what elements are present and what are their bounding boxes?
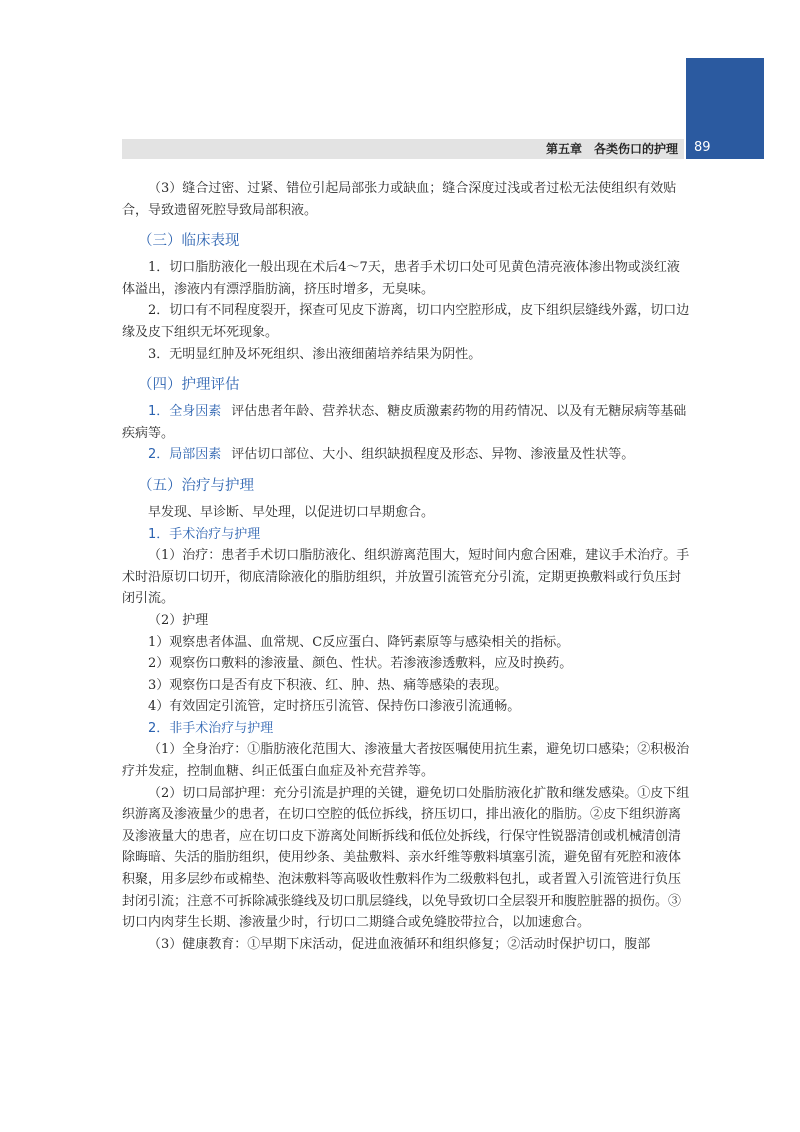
list-item: 4）有效固定引流管，定时挤压引流管、保持伤口渗液引流通畅。 <box>148 699 521 715</box>
paragraph <box>122 401 692 444</box>
keyword-label: 1．全身因素 <box>148 404 222 420</box>
paragraph <box>122 444 692 466</box>
section-heading: （四）护理评估 <box>138 377 240 394</box>
list-item: 2）观察伤口敷料的渗液量、颜色、性状。若渗液渗透敷料，应及时换药。 <box>148 656 573 672</box>
chapter-tab <box>686 58 764 159</box>
paragraph: （1）治疗：患者手术切口脂肪液化、组织游离范围大，短时间内愈合困难，建议手术治疗。手术时沿原切口切开，彻底清除液化的脂肪组织，并放置引流管充分引流，定期更换敷料或行负压封闭引流。 <box>122 548 690 607</box>
running-header <box>122 139 684 159</box>
paragraph: （2）护理 <box>148 612 209 628</box>
paragraph-text: 评估切口部位、大小、组织缺损程度及形态、异物、渗液量及性状等。 <box>231 447 635 463</box>
paragraph: 1．切口脂肪液化一般出现在术后4～7天，患者手术切口处可见黄色清亮液体渗出物或淡红液体溢出，渗液内有漂浮脂肪滴，挤压时增多，无臭味。 <box>122 260 680 297</box>
subsection-heading: 2．非手术治疗与护理 <box>148 720 274 736</box>
paragraph: （3）健康教育：①早期下床活动，促进血液循环和组织修复；②活动时保护切口，腹部 <box>148 936 651 952</box>
page-body <box>122 178 692 955</box>
subsection-heading: 1．手术治疗与护理 <box>148 526 261 542</box>
paragraph: （2）切口局部护理：充分引流是护理的关键，避免切口处脂肪液化扩散和继发感染。①皮下组织游离及渗液量少的患者，在切口空腔的低位拆线，挤压切口，排出液化的脂肪。②皮下组织游离及渗液量大的患者，应在切口皮下游离处间断拆线和低位处拆线，行保守性锐器清创或机械清创清除晦暗、失活的脂肪组织，使用纱条、美盐敷料、亲水纤维等敷料填塞引流，避免留有死腔和液体积聚，用多层纱布或棉垫、泡沫敷料等高吸收性敷料作为二级敷料包扎，或者置入引流管进行负压封闭引流；注意不可拆除减张缝线及切口肌层缝线，以免导致切口全层裂开和腹腔脏器的损伤。③切口内肉芽生长期、渗液量少时，行切口二期缝合或免缝胶带拉合，以加速愈合。 <box>122 785 690 931</box>
paragraph: （3）缝合过密、过紧、错位引起局部张力或缺血；缝合深度过浅或者过松无法使组织有效贴合，导致遗留死腔导致局部积液。 <box>122 181 677 218</box>
paragraph-text: 评估患者年龄、营养状态、糖皮质激素药物的用药情况、以及有无糖尿病等基础疾病等。 <box>122 404 687 441</box>
chapter-title: 第五章 各类伤口的护理 <box>545 142 678 156</box>
paragraph: 3．无明显红肿及坏死组织、渗出液细菌培养结果为阴性。 <box>148 346 482 362</box>
list-item: 1）观察患者体温、血常规、C反应蛋白、降钙素原等与感染相关的指标。 <box>148 634 570 650</box>
paragraph: 早发现、早诊断、早处理，以促进切口早期愈合。 <box>148 504 435 520</box>
paragraph: 2．切口有不同程度裂开，探查可见皮下游离，切口内空腔形成，皮下组织层缝线外露，切口边缘及皮下组织无坏死现象。 <box>122 303 690 340</box>
section-heading: （五）治疗与护理 <box>138 477 254 494</box>
list-item: 3）观察伤口是否有皮下积液、红、肿、热、痛等感染的表现。 <box>148 677 508 693</box>
paragraph: （1）全身治疗：①脂肪液化范围大、渗液量大者按医嘱使用抗生素，避免切口感染；②积极治疗并发症，控制血糖、纠正低蛋白血症及补充营养等。 <box>122 742 690 780</box>
section-heading: （三）临床表现 <box>138 233 240 250</box>
page-number: 89 <box>694 140 711 155</box>
keyword-label: 2．局部因素 <box>148 447 222 463</box>
